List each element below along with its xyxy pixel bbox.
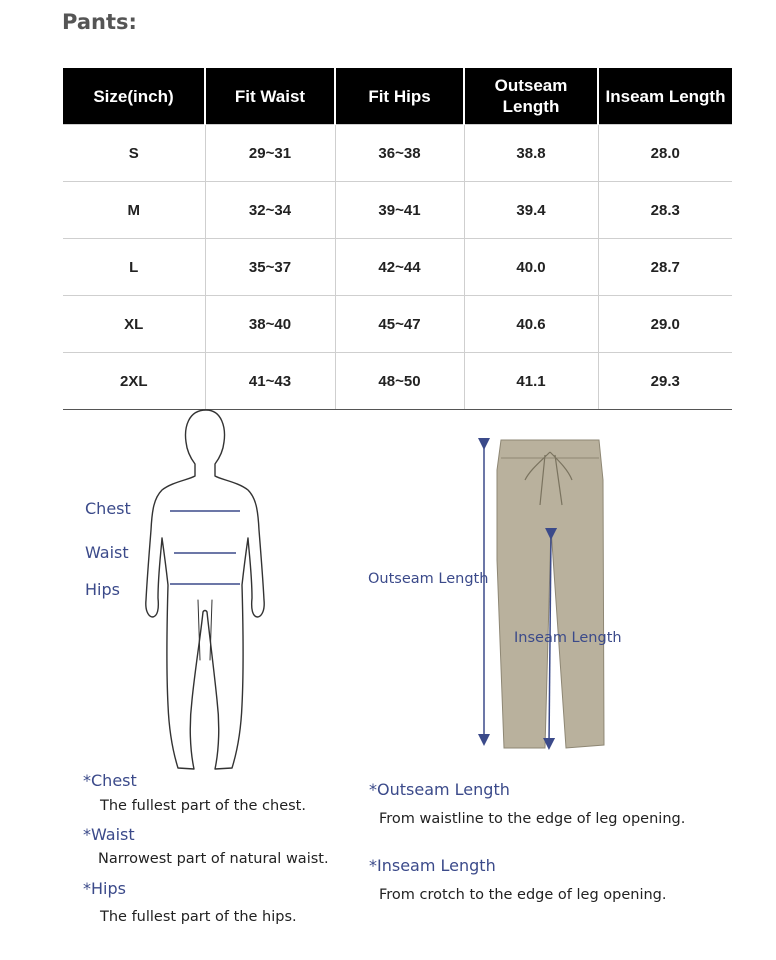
cell-size: S bbox=[63, 125, 205, 182]
table-header-row bbox=[63, 68, 732, 125]
hips-label: Hips bbox=[85, 580, 120, 599]
header-fit-waist: Fit Waist bbox=[205, 68, 335, 125]
cell-inseam: 28.7 bbox=[598, 239, 732, 296]
cell-outseam: 40.6 bbox=[464, 296, 598, 353]
inseam-def-text: From crotch to the edge of leg opening. bbox=[379, 887, 667, 903]
chest-def-text: The fullest part of the chest. bbox=[100, 798, 306, 814]
cell-fit-waist: 32~34 bbox=[205, 182, 335, 239]
table-row bbox=[63, 296, 732, 353]
cell-fit-hips: 42~44 bbox=[335, 239, 464, 296]
header-size: Size(inch) bbox=[63, 68, 205, 125]
header-inseam: Inseam Length bbox=[598, 68, 732, 125]
hips-def-title: *Hips bbox=[83, 879, 126, 898]
cell-outseam: 39.4 bbox=[464, 182, 598, 239]
cell-size: 2XL bbox=[63, 353, 205, 410]
header-outseam: Outseam Length bbox=[464, 68, 598, 125]
cell-outseam: 41.1 bbox=[464, 353, 598, 410]
cell-fit-waist: 41~43 bbox=[205, 353, 335, 410]
outseam-def-text: From waistline to the edge of leg opening. bbox=[379, 811, 686, 827]
chest-def-title: *Chest bbox=[83, 771, 137, 790]
outseam-def-title: *Outseam Length bbox=[369, 780, 510, 799]
cell-size: M bbox=[63, 182, 205, 239]
cell-fit-waist: 35~37 bbox=[205, 239, 335, 296]
body-outline-figure bbox=[130, 408, 280, 778]
cell-size: L bbox=[63, 239, 205, 296]
table-row bbox=[63, 182, 732, 239]
chest-label: Chest bbox=[85, 499, 131, 518]
cell-inseam: 29.3 bbox=[598, 353, 732, 410]
size-table bbox=[63, 68, 732, 410]
cell-outseam: 40.0 bbox=[464, 239, 598, 296]
cell-inseam: 28.0 bbox=[598, 125, 732, 182]
pants-figure bbox=[470, 430, 620, 760]
hips-def-text: The fullest part of the hips. bbox=[100, 909, 297, 925]
page-title: Pants: bbox=[62, 10, 137, 34]
table-row bbox=[63, 125, 732, 182]
inseam-def-title: *Inseam Length bbox=[369, 856, 496, 875]
table-row bbox=[63, 239, 732, 296]
waist-label: Waist bbox=[85, 543, 129, 562]
cell-fit-hips: 45~47 bbox=[335, 296, 464, 353]
cell-inseam: 28.3 bbox=[598, 182, 732, 239]
header-fit-hips: Fit Hips bbox=[335, 68, 464, 125]
cell-fit-hips: 36~38 bbox=[335, 125, 464, 182]
cell-fit-waist: 38~40 bbox=[205, 296, 335, 353]
cell-fit-hips: 48~50 bbox=[335, 353, 464, 410]
waist-def-text: Narrowest part of natural waist. bbox=[98, 851, 329, 867]
cell-size: XL bbox=[63, 296, 205, 353]
cell-outseam: 38.8 bbox=[464, 125, 598, 182]
outseam-label: Outseam Length bbox=[368, 571, 489, 587]
inseam-label: Inseam Length bbox=[514, 630, 622, 646]
cell-inseam: 29.0 bbox=[598, 296, 732, 353]
cell-fit-hips: 39~41 bbox=[335, 182, 464, 239]
cell-fit-waist: 29~31 bbox=[205, 125, 335, 182]
body-outline bbox=[146, 410, 264, 769]
table-row bbox=[63, 353, 732, 410]
waist-def-title: *Waist bbox=[83, 825, 135, 844]
